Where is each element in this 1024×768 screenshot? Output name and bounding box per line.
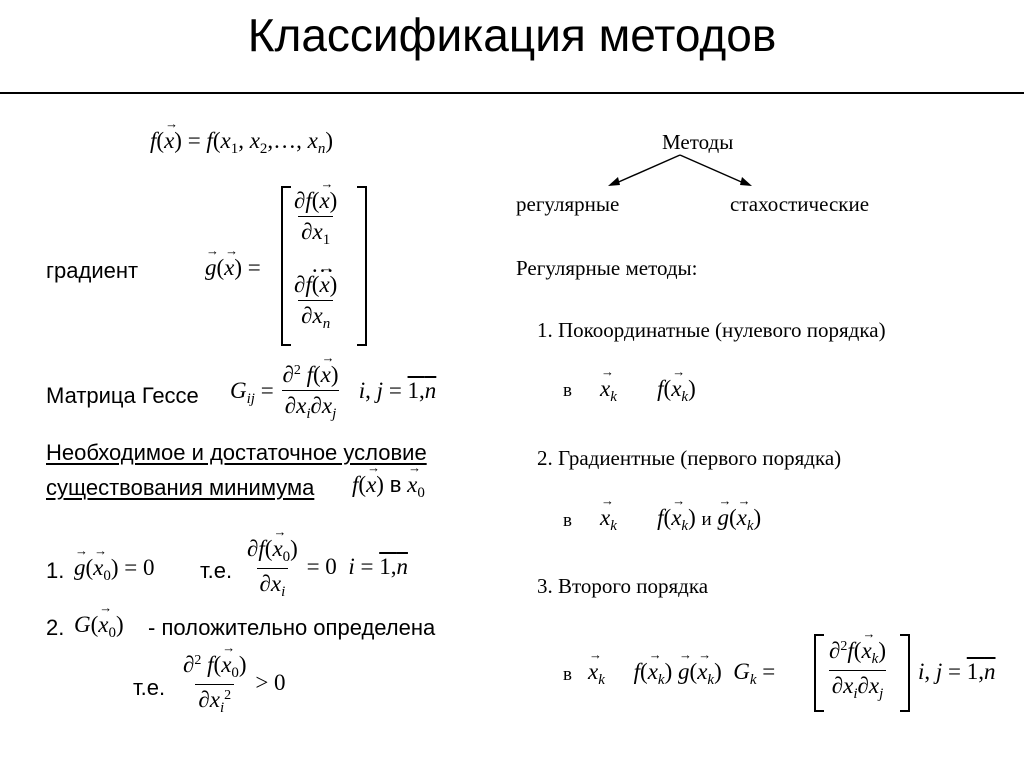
method3-second-derivative: $\frac{\partial^2f(x \to_k)}{\partial x_i\partial x_j}$ <box>826 638 889 703</box>
condition-in-word: в <box>389 472 402 497</box>
method2-and-word: и <box>701 509 712 530</box>
method3-index-range: i, j = 1,n <box>918 659 996 684</box>
item2-second-derivative-formula: $\frac{\partial^2 f(x \to_0)}{\partial x_i^2}$ > 0 <box>180 652 286 717</box>
item2-te-label: т.е. <box>133 675 166 700</box>
gradient-lhs-formula: g →(x →) = <box>205 255 261 281</box>
method2-title: 2. Градиентные (первого порядка) <box>537 446 842 470</box>
function-definition-formula: f(x →) = $f(x_1$, $x_2,\dots$, $x_n$) <box>150 128 333 158</box>
method3-vectors-formula: $x \to_k$ $f(x \to_k)$ $g \to(x \to_k)$ $G_k$ = <box>588 659 775 689</box>
gradient-partial-x1: $\frac{\partial f(x \to)}{\partial x_1}$ <box>291 188 340 249</box>
condition-text-line1: Необходимое и достаточное условие <box>46 440 427 465</box>
slide-title: Классификация методов <box>247 9 777 61</box>
method3-title: 3. Второго порядка <box>537 574 709 598</box>
condition-text-line2: существования минимума <box>46 475 315 500</box>
gradient-vector-matrix <box>281 186 367 346</box>
item2-description: - положительно определена <box>148 615 436 640</box>
method1-formula: $x \to_k$ $f(x \to_k)$ <box>600 376 696 406</box>
gradient-partial-xn: $\frac{\partial f(x \to)}{\partial x_n}$ <box>291 272 340 333</box>
hesse-formula: $G_{ij}$ = $\frac{\partial^2 f(x \to)}{\partial x_i\partial x_j}$ i, j = 1,n <box>230 362 436 423</box>
method2-in-label: в <box>563 510 572 531</box>
hesse-label: Матрица Гессе <box>46 383 199 408</box>
methods-root-label: Методы <box>662 130 734 154</box>
method3-in-label: в <box>563 664 572 685</box>
condition-function-formula: f(x →) в $x \to_0$ <box>352 472 425 502</box>
method2-formula: $x \to_k$ $f(x \to_k)$ и $g \to(x \to_k)$ <box>600 505 761 535</box>
method3-hesse-matrix <box>814 634 910 712</box>
item1-partial-formula: $\frac{\partial f(x \to_0)}{\partial x_i}$ = 0 i = 1,n <box>244 536 408 601</box>
regular-branch-label: регулярные <box>516 192 620 216</box>
gradient-ellipsis: … <box>311 252 334 277</box>
item1-gradient-zero-formula: $g \to(x \to_0) = 0$ <box>74 555 155 585</box>
method1-in-label: в <box>563 380 572 401</box>
stochastic-branch-label: стахостические <box>730 192 870 216</box>
gradient-label: градиент <box>46 258 139 283</box>
method1-title: 1. Покоординатные (нулевого порядка) <box>537 318 886 342</box>
regular-methods-heading: Регулярные методы: <box>516 256 698 280</box>
item2-hesse-formula: $G(x \to_0)$ <box>74 612 124 642</box>
title-divider <box>0 92 1024 94</box>
item1-number: 1. <box>46 558 65 583</box>
condition-heading-line2 <box>46 475 314 501</box>
item1-te-label: т.е. <box>200 558 233 583</box>
item2-number: 2. <box>46 615 65 640</box>
tree-arrows <box>600 150 760 190</box>
